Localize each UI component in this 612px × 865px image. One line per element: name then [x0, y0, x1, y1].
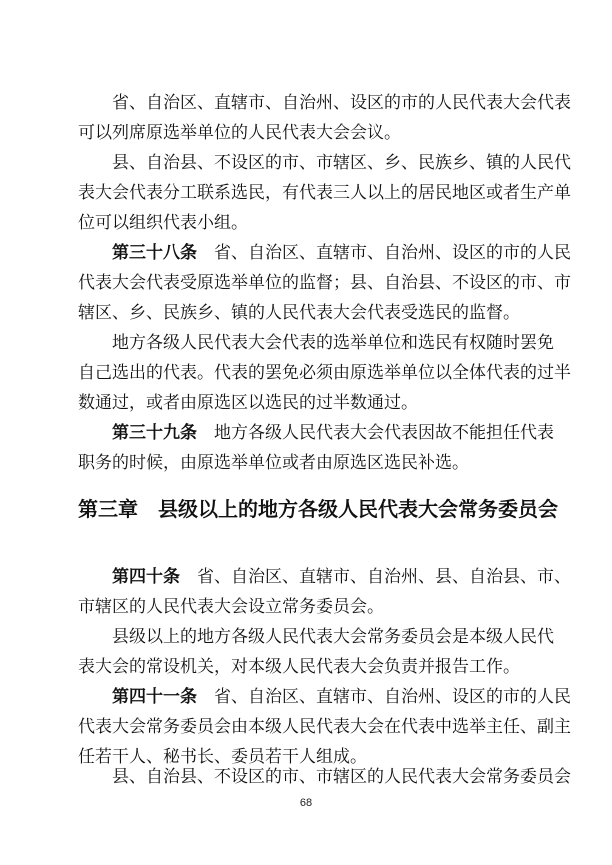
text-line: 数通过，或者由原选区以选民的过半数通过。 [78, 393, 418, 413]
paragraph [78, 148, 571, 238]
article-text: 地方各级人民代表大会代表因故不能担任代表 [214, 423, 554, 443]
text-line: 任若干人、秘书长、委员若干人组成。 [78, 747, 367, 767]
article-text: 省、自治区、直辖市、自治州、县、自治县、市、 [197, 567, 571, 587]
page-number: 68 [299, 797, 313, 809]
text-line: 代表大会代表受原选举单位的监督；县、自治县、不设区的市、市 [78, 273, 571, 293]
text-line [78, 562, 571, 592]
text-line: 辖区、乡、民族乡、镇的人民代表大会代表受选民的监督。 [78, 303, 520, 323]
text-line [78, 238, 571, 268]
article-39 [78, 418, 554, 478]
text-line: 代表大会常务委员会由本级人民代表大会在代表中选举主任、副主 [78, 717, 571, 737]
paragraph [78, 762, 571, 792]
text-line: 可以列席原选举单位的人民代表大会会议。 [78, 123, 401, 143]
text-line: 位可以组织代表小组。 [78, 213, 248, 233]
article-41 [78, 682, 571, 772]
article-label: 第四十条 [112, 567, 180, 587]
article-label: 第四十一条 [112, 687, 197, 707]
paragraph [78, 622, 554, 682]
article-label: 第三十九条 [112, 423, 197, 443]
text-line [78, 418, 554, 448]
text-line: 自己选出的代表。代表的罢免必须由原选举单位以全体代表的过半 [78, 363, 571, 383]
chapter-heading: 第三章 县级以上的地方各级人民代表大会常务委员会 [78, 497, 558, 521]
article-38 [78, 238, 571, 328]
article-label: 第三十八条 [112, 243, 197, 263]
text-line: 表大会的常设机关，对本级人民代表大会负责并报告工作。 [78, 657, 520, 677]
text-line: 县级以上的地方各级人民代表大会常务委员会是本级人民代 [112, 627, 554, 647]
text-line: 县、自治县、不设区的市、市辖区、乡、民族乡、镇的人民代 [112, 153, 571, 173]
article-text: 省、自治区、直辖市、自治州、设区的市的人民 [214, 687, 571, 707]
text-line: 省、自治区、直辖市、自治州、设区的市的人民代表大会代表 [112, 93, 571, 113]
article-40 [78, 562, 571, 622]
paragraph [78, 328, 571, 418]
article-text: 省、自治区、直辖市、自治州、设区的市的人民 [214, 243, 571, 263]
text-line: 市辖区的人民代表大会设立常务委员会。 [78, 597, 384, 617]
text-line: 县、自治县、不设区的市、市辖区的人民代表大会常务委员会 [112, 767, 571, 787]
text-line: 职务的时候，由原选举单位或者由原选区选民补选。 [78, 453, 469, 473]
text-line [78, 682, 571, 712]
text-line: 地方各级人民代表大会代表的选举单位和选民有权随时罢免 [112, 333, 554, 353]
text-line: 表大会代表分工联系选民，有代表三人以上的居民地区或者生产单 [78, 183, 571, 203]
paragraph [78, 88, 571, 148]
